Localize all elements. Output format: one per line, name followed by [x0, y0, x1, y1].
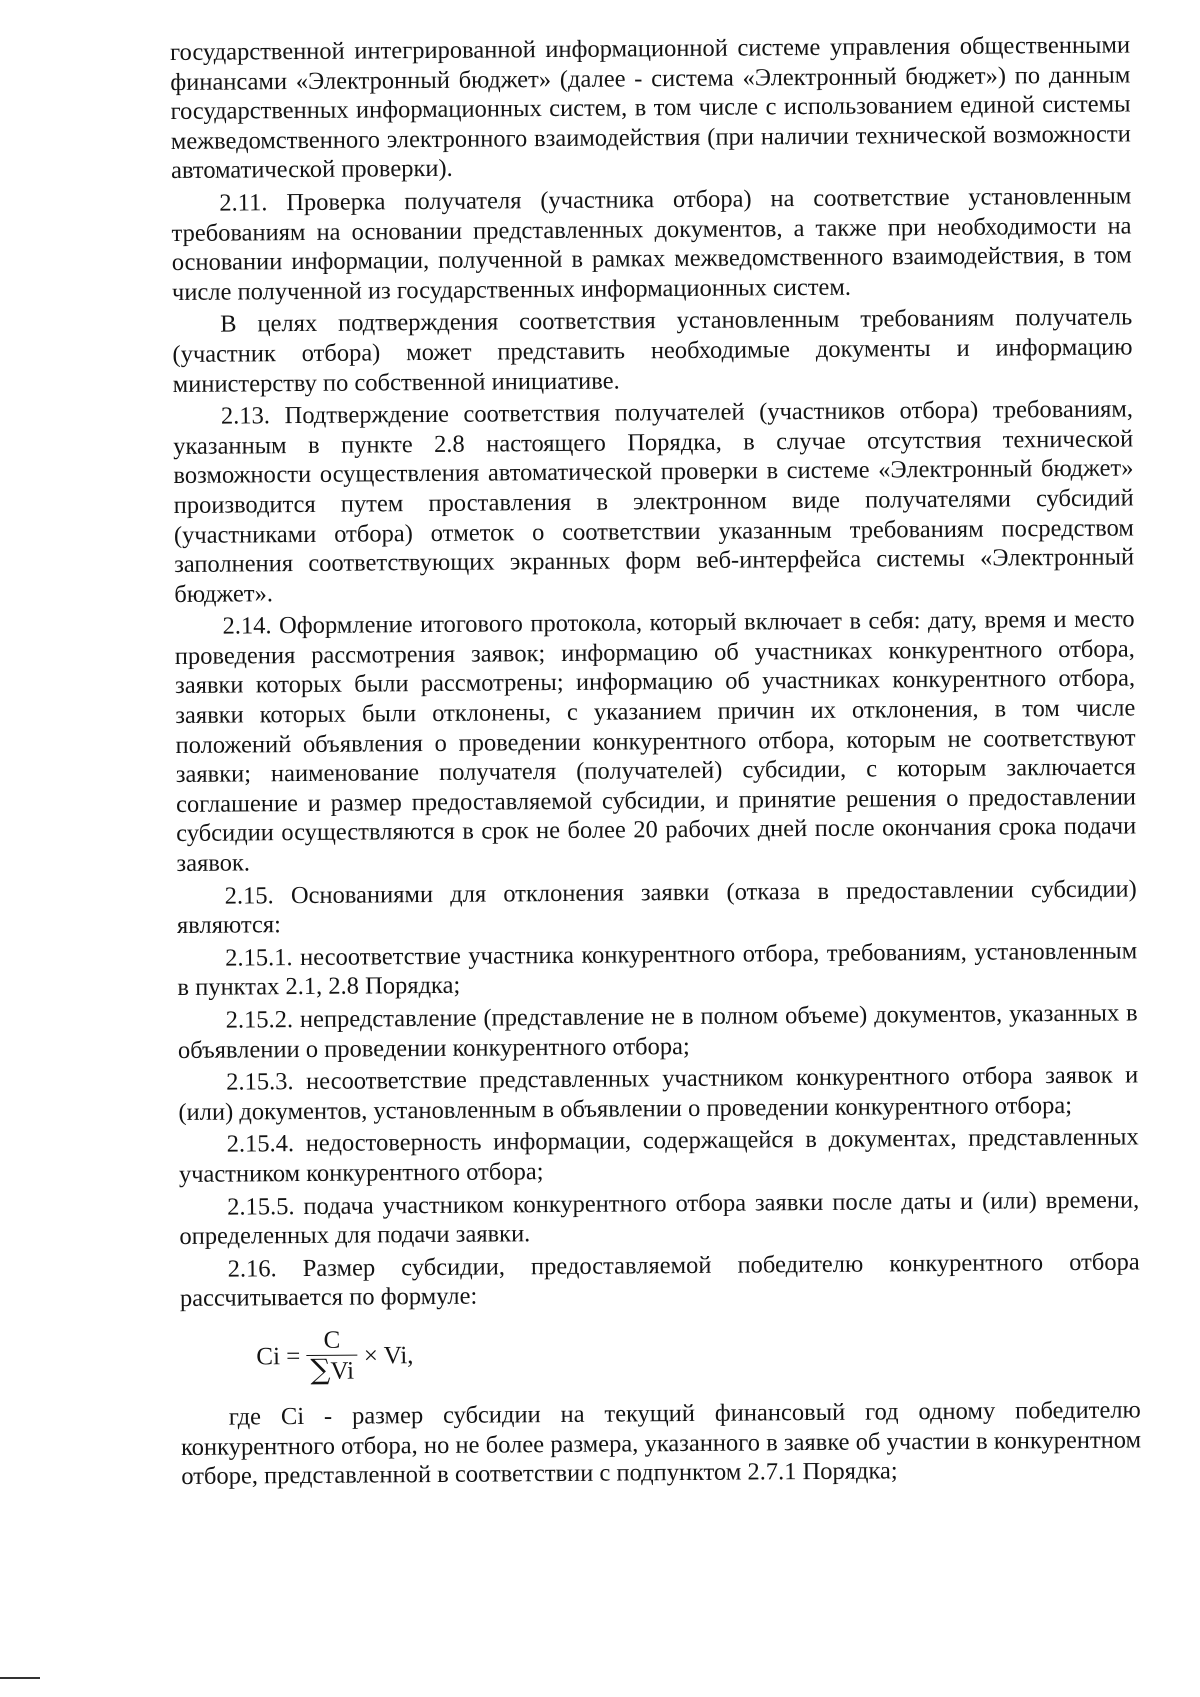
document-body	[170, 30, 1141, 1494]
paragraph-verification-initiative: В целях подтверждения соответствия установленным требованиям получатель (участник отбора) может представить необходимые документы и информацию министерству по собственной инициативе.	[172, 303, 1133, 398]
scan-edge-mark	[0, 1677, 40, 1679]
paragraph-2-15-3: 2.15.3. несоответствие представленных участником конкурентного отбора заявок и (или) документов, установленным в объявлении о проведении конкурентного отбора;	[178, 1061, 1139, 1126]
paragraph-2-16: 2.16. Размер субсидии, предоставляемой победителю конкурентного отбора рассчитывается по формуле:	[179, 1248, 1140, 1313]
paragraph-continuation: государственной интегрированной информационной системе управления общественными финансами «Электронный бюджет» (далее - система «Электронный бюджет») по данным государственных информационных систем, в том числе с использованием единой системы межведомственного электронного взаимодействия (при наличии технической возможности автоматической проверки).	[170, 31, 1131, 185]
paragraph-formula-definition: где Ci - размер субсидии на текущий финансовый год одному победителю конкурентного отбора, но не более размера, указанного в заявке об участии в конкурентном отборе, представленной в соответствии с подпунктом 2.7.1 Порядка;	[180, 1396, 1142, 1491]
formula-rhs: × Vi,	[363, 1341, 414, 1370]
paragraph-2-15: 2.15. Основаниями для отклонения заявки (отказа в предоставлении субсидии) являются:	[176, 875, 1137, 940]
paragraph-2-15-1: 2.15.1. несоответствие участника конкурентного отбора, требованиям, установленным в пунктах 2.1, 2.8 Порядка;	[177, 937, 1138, 1002]
formula-denominator-var: Vi	[330, 1357, 355, 1385]
paragraph-2-11: 2.11. Проверка получателя (участника отбора) на соответствие установленным требованиям на основании представленных документов, а также при необходимости на основании информации, полученной в рамках межведомственного взаимодействия, в том числе полученной из государственных информационных систем.	[171, 182, 1132, 306]
formula-sigma: ∑	[310, 1352, 331, 1386]
subsidy-formula	[256, 1320, 1140, 1386]
paragraph-2-13: 2.13. Подтверждение соответствия получателей (участников отбора) требованиям, указанным в пункте 2.8 настоящего Порядка, в случае отсутствия технической возможности осуществления автоматической проверки в системе «Электронный бюджет» производится путем проставления в электронном виде получателями субсидий (участниками отбора) отметок о соответствии указанным требованиям посредством заполнения соответствующих экранных форм веб-интерфейса системы «Электронный бюджет».	[173, 395, 1135, 608]
paragraph-2-14: 2.14. Оформление итогового протокола, который включает в себя: дату, время и место проведения рассмотрения заявок; информацию об участниках конкурентного отбора, заявки которых были рассмотрены; информацию об участниках конкурентного отбора, заявки которых были отклонены, с указанием причин их отклонения, в том числе положений объявления о проведении конкурентного отбора, которым не соответствуют заявки; наименование получателя (получателей) субсидии, с которым заключается соглашение и размер предоставляемой субсидии, и принятие решения о предоставлении субсидии осуществляются в срок не более 20 рабочих дней после окончания срока подачи заявок.	[174, 605, 1137, 878]
formula-fraction	[306, 1327, 358, 1386]
paragraph-2-15-2: 2.15.2. непредставление (представление не в полном объеме) документов, указанных в объявлении о проведении конкурентного отбора;	[177, 999, 1138, 1064]
formula-numerator: C	[323, 1326, 341, 1354]
paragraph-2-15-5: 2.15.5. подача участником конкурентного отбора заявки после даты и (или) времени, определенных для подачи заявки.	[179, 1185, 1140, 1251]
formula-denominator	[306, 1352, 358, 1386]
formula-lhs: Ci =	[256, 1342, 301, 1371]
paragraph-2-15-4: 2.15.4. недостоверность информации, содержащейся в документах, представленных участником конкурентного отбора;	[178, 1123, 1139, 1188]
